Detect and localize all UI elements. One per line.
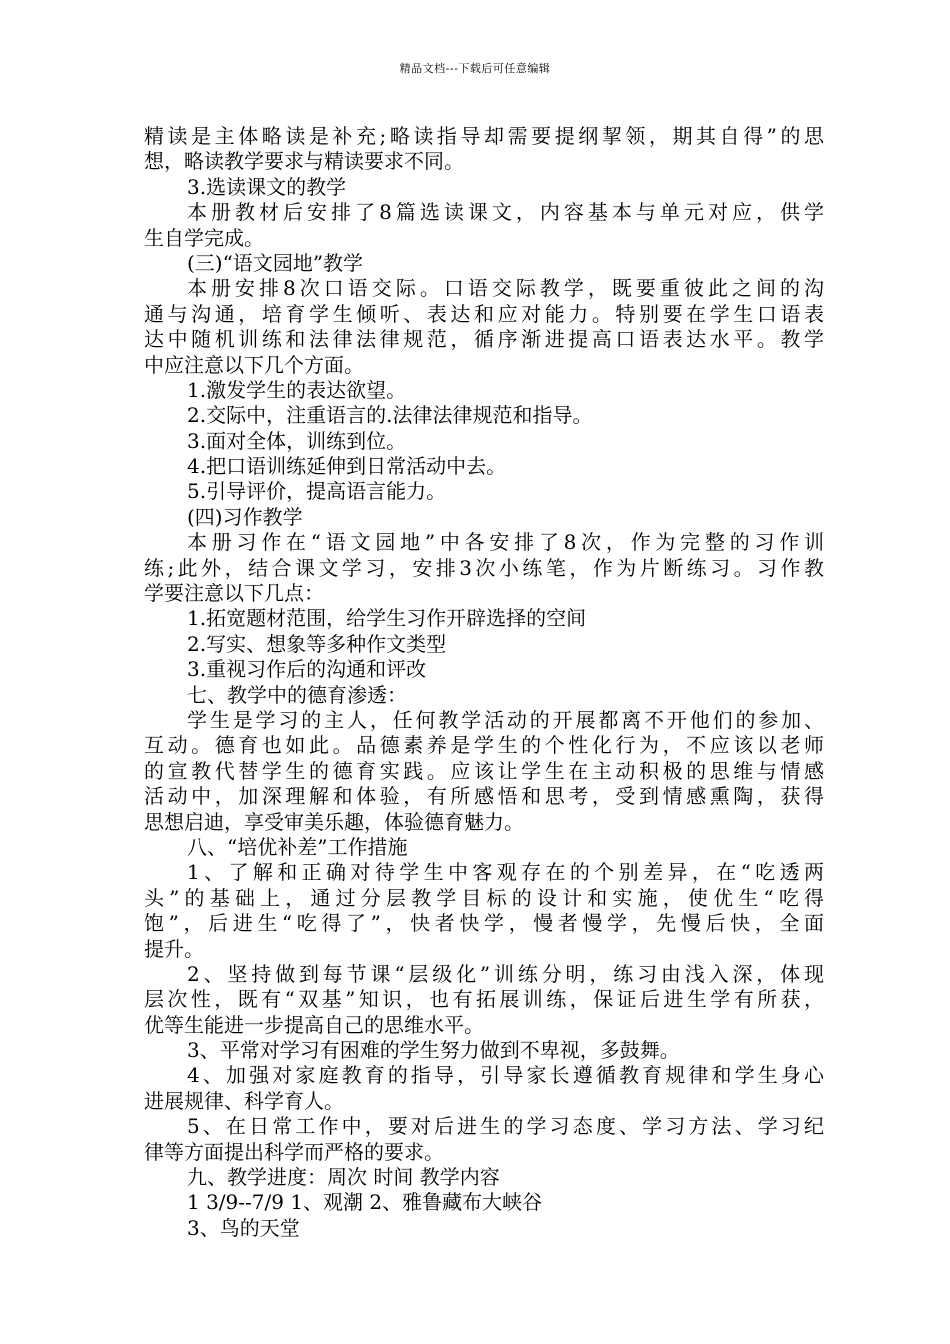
- text-line: 提升。: [144, 936, 204, 961]
- text-line: 活动中，加深理解和体验，有所感悟和思考，受到情感熏陶，获得: [144, 784, 824, 809]
- text-line: 七、教学中的德育渗透：: [187, 682, 407, 707]
- text-line: 思想启迪，享受审美乐趣，体验德育魅力。: [144, 809, 524, 834]
- document-body: [144, 124, 824, 1241]
- text-line: 练;此外，结合课文学习，安排3次小练笔，作为片断练习。习作教: [144, 555, 824, 580]
- text-line: 中应注意以下几个方面。: [144, 352, 364, 377]
- text-line: 想，略读教学要求与精读要求不同。: [144, 149, 464, 174]
- text-line: 本册教材后安排了8篇选读课文，内容基本与单元对应，供学: [187, 200, 824, 225]
- text-line: 本册安排8次口语交际。口语交际教学，既要重彼此之间的沟: [187, 276, 824, 301]
- text-line: 精读是主体略读是补充;略读指导却需要提纲挈领，期其自得”的思: [144, 124, 824, 148]
- text-line: 九、教学进度：周次 时间 教学内容: [187, 1165, 500, 1190]
- text-line: 饱”，后进生“吃得了”，快者快学，慢者慢学，先慢后快，全面: [144, 911, 824, 936]
- text-line: 优等生能进一步提高自己的思维水平。: [144, 1012, 484, 1037]
- text-line: 3、鸟的天堂: [187, 1215, 300, 1240]
- text-line: 3、平常对学习有困难的学生努力做到不卑视，多鼓舞。: [187, 1038, 680, 1063]
- text-line: 进展规律、科学育人。: [144, 1088, 344, 1113]
- text-line: 达中随机训练和法律法律规范，循序渐进提高口语表达水平。教学: [144, 327, 824, 352]
- text-line: 4.把口语训练延伸到日常活动中去。: [187, 454, 507, 479]
- text-line: 5、在日常工作中，要对后进生的学习态度、学习方法、学习纪: [187, 1114, 824, 1139]
- text-line: 的宣教代替学生的德育实践。应该让学生在主动积极的思维与情感: [144, 758, 824, 783]
- text-line: 学要注意以下几点：: [144, 581, 324, 606]
- text-line: 本册习作在“语文园地”中各安排了8次，作为完整的习作训: [187, 530, 824, 555]
- text-line: 5.引导评价，提高语言能力。: [187, 479, 447, 504]
- text-line: 3.选读课文的教学: [187, 174, 347, 199]
- text-line: 4、加强对家庭教育的指导，引导家长遵循教育规律和学生身心: [187, 1063, 824, 1088]
- page-header: 精品文档---下载后可任意编辑: [399, 62, 551, 75]
- text-line: 1.激发学生的表达欲望。: [187, 377, 407, 402]
- text-line: 通与沟通，培育学生倾听、表达和应对能力。特别要在学生口语表: [144, 301, 824, 326]
- text-line: 生自学完成。: [144, 225, 264, 250]
- text-line: 头”的基础上，通过分层教学目标的设计和实施，使优生“吃得: [144, 885, 824, 910]
- text-line: 2、坚持做到每节课“层级化”训练分明，练习由浅入深，体现: [187, 961, 824, 986]
- text-line: 互动。德育也如此。品德素养是学生的个性化行为，不应该以老师: [144, 733, 824, 758]
- text-line: 1、了解和正确对待学生中客观存在的个别差异，在“吃透两: [187, 860, 824, 885]
- text-line: 2.交际中，注重语言的.法律法律规范和指导。: [187, 403, 593, 428]
- text-line: 学生是学习的主人，任何教学活动的开展都离不开他们的参加、: [187, 707, 824, 732]
- text-line: 1 3/9--7/9 1、观潮 2、雅鲁藏布大峡谷: [187, 1190, 543, 1215]
- text-line: (四)习作教学: [187, 504, 303, 529]
- text-line: 2.写实、想象等多种作文类型: [187, 631, 447, 656]
- text-line: (三)“语文园地”教学: [187, 250, 364, 275]
- text-line: 1.拓宽题材范围，给学生习作开辟选择的空间: [187, 606, 587, 631]
- text-line: 3.面对全体，训练到位。: [187, 428, 407, 453]
- text-line: 八、“培优补差”工作措施: [187, 834, 408, 859]
- text-line: 律等方面提出科学而严格的要求。: [144, 1139, 444, 1164]
- text-line: 层次性，既有“双基”知识，也有拓展训练，保证后进生学有所获，: [144, 987, 824, 1012]
- text-line: 3.重视习作后的沟通和评改: [187, 657, 427, 682]
